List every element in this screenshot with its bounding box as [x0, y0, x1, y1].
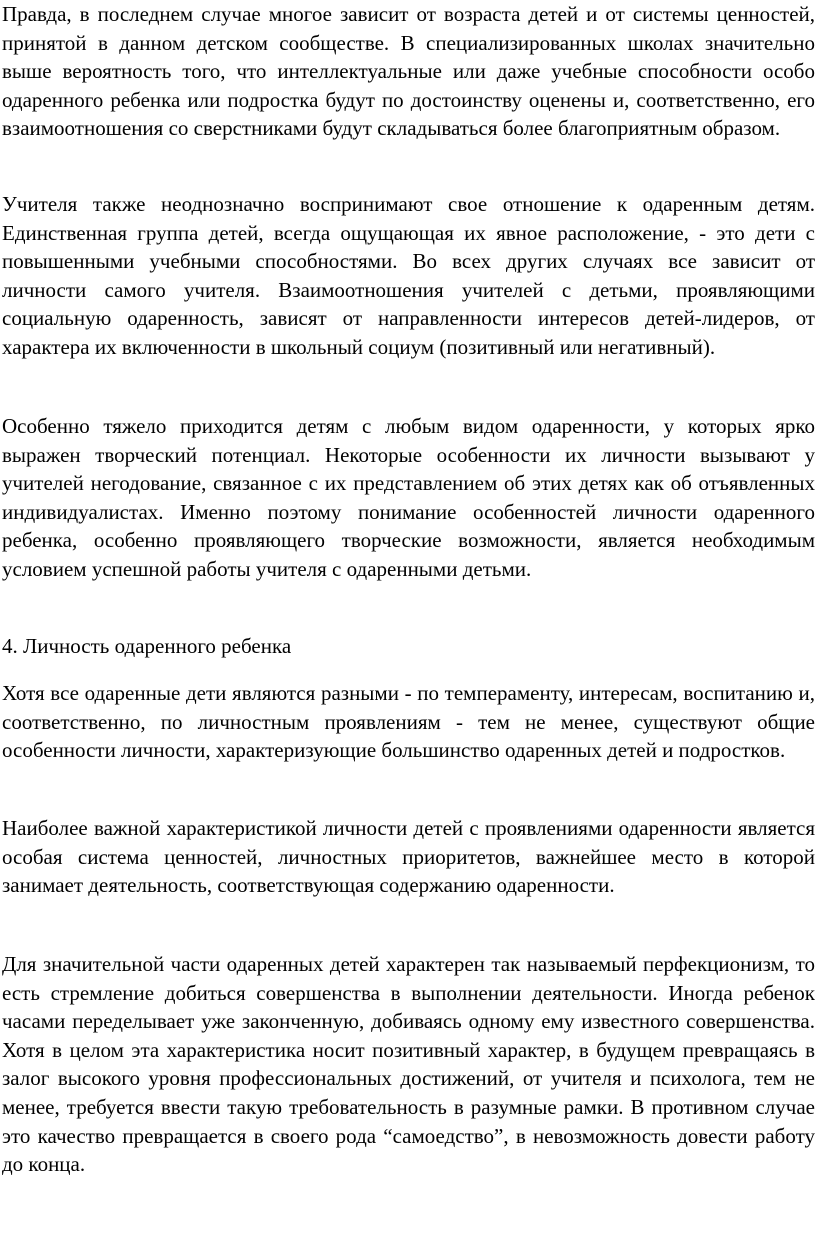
paragraph-common-traits: Хотя все одаренные дети являются разными - по темпераменту, интересам, воспитанию и, соответственно, по личностным проявлениям - тем не менее, существуют общие особенности личности, характеризующие большинство одаренных детей и подростков. [2, 681, 815, 763]
paragraph-value-system: Наиболее важной характеристикой личности детей с проявлениями одаренности является особая система ценностей, личностных приоритетов, важнейшее место в которой занимает деятельность, соответствующая содержанию одаренности. [2, 816, 815, 898]
paragraph-creative-potential: Особенно тяжело приходится детям с любым видом одаренности, у которых ярко выражен творческий потенциал. Некоторые особенности их личности вызывают у учителей негодование, связанное с их представлением об этих детях как об отъявленных индивидуалистах. Именно поэтому понимание особенностей личности одаренного ребенка, особенно проявляющего творческие возможности, является необходимым условием успешной работы учителя с одаренными детьми. [2, 414, 815, 581]
section-heading: 4. Личность одаренного ребенка [2, 634, 292, 658]
paragraph-perfectionism: Для значительной части одаренных детей характерен так называемый перфекционизм, то есть стремление добиться совершенства в выполнении деятельности. Иногда ребенок часами переделывает уже законченную, добиваясь одному ему известного совершенства. Хотя в целом эта характеристика носит позитивный характер, в будущем превращаясь в залог высокого уровня профессиональных достижений, от учителя и психолога, тем не менее, требуется ввести такую требовательность в разумные рамки. В противном случае это качество превращается в своего рода “самоедство”, в невозможность довести работу до конца. [2, 952, 815, 1177]
paragraph-peer-relations: Правда, в последнем случае многое зависит от возраста детей и от системы ценностей, принятой в данном детском сообществе. В специализированных школах значительно выше вероятность того, что интеллектуальные или даже учебные способности особо одаренного ребенка или подростка будут по достоинству оценены и, соответственно, его взаимоотношения со сверстниками будут складываться более благоприятным образом. [2, 2, 815, 141]
paragraph-teacher-attitudes: Учителя также неоднозначно воспринимают свое отношение к одаренным детям. Единственная группа детей, всегда ощущающая их явное расположение, - это дети с повышенными учебными способностями. Во всех других случаях все зависит от личности самого учителя. Взаимоотношения учителей с детьми, проявляющими социальную одаренность, зависят от направленности интересов детей-лидеров, от характера их включенности в школьный социум (позитивный или негативный). [2, 192, 815, 359]
